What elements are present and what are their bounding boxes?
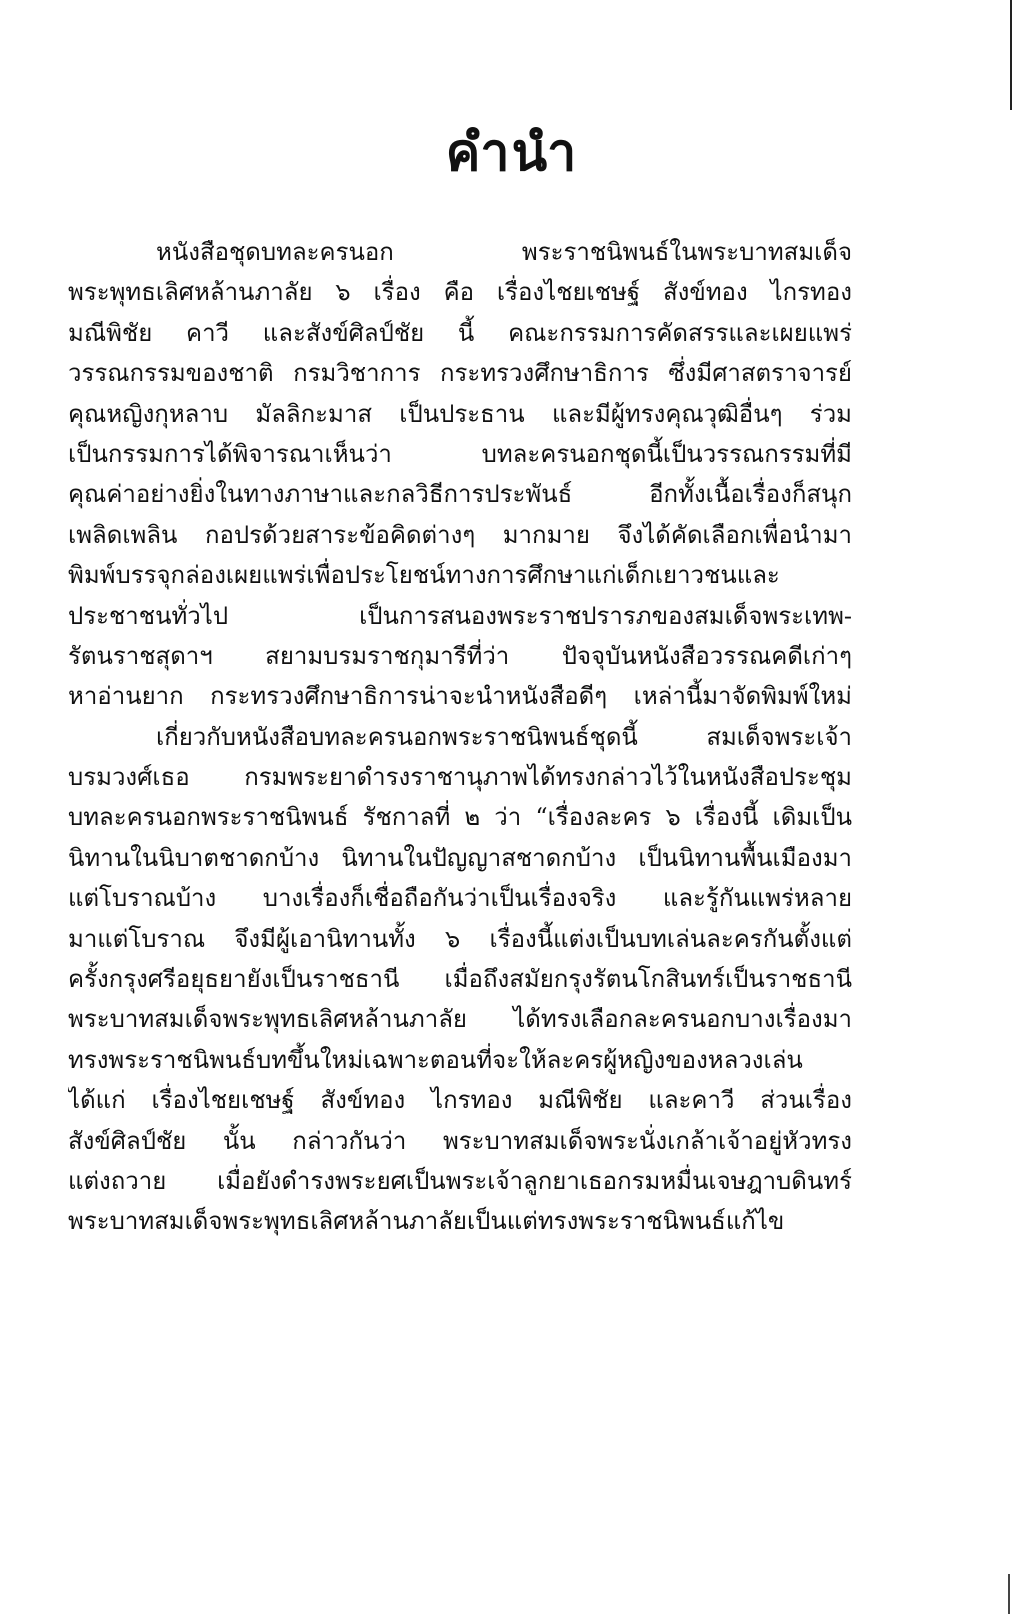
text-line-21: ทรงพระราชนิพนธ์บทขึ้นใหม่เฉพาะตอนที่จะให้ละครผู้หญิงของหลวงเล่น [68,1045,803,1074]
text-line-7: คุณค่าอย่างยิ่งในทางภาษาและกลวิธีการประพันธ์ อีกทั้งเนื้อเรื่องก็สนุก [68,480,852,509]
text-line-6: เป็นกรรมการได้พิจารณาเห็นว่า บทละครนอกชุดนี้เป็นวรรณกรรมที่มี [68,439,852,468]
scan-edge-line-bottom [1008,1574,1010,1614]
text-line-10: ประชาชนทั่วไป เป็นการสนองพระราชปรารภของสมเด็จพระเทพ- [68,601,852,630]
preface-body [68,232,852,1242]
text-line-14: บรมวงศ์เธอ กรมพระยาดำรงราชานุภาพได้ทรงกล่าวไว้ในหนังสือประชุม [68,763,852,792]
scan-edge-line [1010,0,1012,110]
text-line-19: ครั้งกรุงศรีอยุธยายังเป็นราชธานี เมื่อถึงสมัยกรุงรัตนโกสินทร์เป็นราชธานี [68,965,852,994]
text-line-23: สังข์ศิลป์ชัย นั้น กล่าวกันว่า พระบาทสมเด็จพระนั่งเกล้าเจ้าอยู่หัวทรง [68,1126,852,1155]
text-line-13: เกี่ยวกับหนังสือบทละครนอกพระราชนิพนธ์ชุดนี้ สมเด็จพระเจ้า [156,722,852,751]
text-line-12: หาอ่านยาก กระทรวงศึกษาธิการน่าจะนำหนังสือดีๆ เหล่านี้มาจัดพิมพ์ใหม่ [68,682,852,711]
text-line-16: นิทานในนิบาตชาดกบ้าง นิทานในปัญญาสชาดกบ้าง เป็นนิทานพื้นเมืองมา [68,843,852,872]
text-line-17: แต่โบราณบ้าง บางเรื่องก็เชื่อถือกันว่าเป็นเรื่องจริง และรู้กันแพร่หลาย [68,884,852,913]
text-line-9: พิมพ์บรรจุกล่องเผยแพร่เพื่อประโยชน์ทางการศึกษาแก่เด็กเยาวชนและ [68,561,780,590]
text-line-1: หนังสือชุดบทละครนอก พระราชนิพนธ์ในพระบาทสมเด็จ [156,238,852,266]
text-line-5: คุณหญิงกุหลาบ มัลลิกะมาส เป็นประธาน และมีผู้ทรงคุณวุฒิอื่นๆ ร่วม [68,399,852,428]
text-line-15: บทละครนอกพระราชนิพนธ์ รัชกาลที่ ๒ ว่า “เรื่องละคร ๖ เรื่องนี้ เดิมเป็น [68,803,852,832]
text-line-2: พระพุทธเลิศหล้านภาลัย ๖ เรื่อง คือ เรื่องไชยเชษฐ์ สังข์ทอง ไกรทอง [68,278,852,307]
text-line-8: เพลิดเพลิน กอปรด้วยสาระข้อคิดต่างๆ มากมาย จึงได้คัดเลือกเพื่อนำมา [68,520,852,549]
text-line-4: วรรณกรรมของชาติ กรมวิชาการ กระทรวงศึกษาธิการ ซึ่งมีศาสตราจารย์ [68,359,852,388]
text-line-25: พระบาทสมเด็จพระพุทธเลิศหล้านภาลัยเป็นแต่ทรงพระราชนิพนธ์แก้ไข [68,1207,785,1236]
text-line-3: มณีพิชัย คาวี และสังข์ศิลป์ชัย นี้ คณะกรรมการคัดสรรและเผยแพร่ [68,318,852,347]
page-title: คำนำ [445,122,579,183]
text-line-11: รัตนราชสุดาฯ สยามบรมราชกุมารีที่ว่า ปัจจุบันหนังสือวรรณคดีเก่าๆ [68,641,852,670]
text-line-18: มาแต่โบราณ จึงมีผู้เอานิทานทั้ง ๖ เรื่องนี้แต่งเป็นบทเล่นละครกันตั้งแต่ [68,924,852,953]
text-line-20: พระบาทสมเด็จพระพุทธเลิศหล้านภาลัย ได้ทรงเลือกละครนอกบางเรื่องมา [68,1005,852,1034]
text-line-22: ได้แก่ เรื่องไชยเชษฐ์ สังข์ทอง ไกรทอง มณีพิชัย และคาวี ส่วนเรื่อง [68,1086,852,1115]
text-line-24: แต่งถวาย เมื่อยังดำรงพระยศเป็นพระเจ้าลูกยาเธอกรมหมื่นเจษฎาบดินทร์ [68,1166,852,1195]
